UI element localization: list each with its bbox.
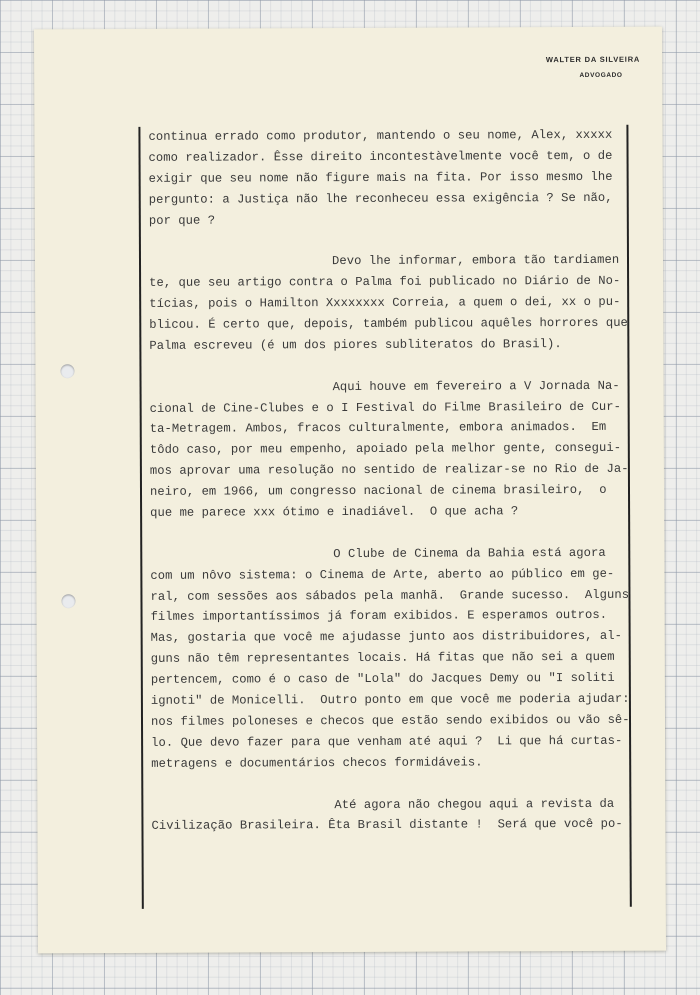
text-line: continua errado como produtor, mantendo o seu nome, Alex, xxxxx: [148, 127, 613, 144]
text-line: Mas, gostaria que você me ajudasse junto aos distribuidores, al-: [150, 629, 622, 646]
letterhead-title: ADVOGADO: [579, 71, 623, 79]
paragraph: [151, 793, 641, 837]
text-line: como realizador. Êsse direito incontestàvelmente você tem, o de: [148, 148, 613, 165]
text-line: nos filmes poloneses e checos que estão sendo exibidos ou vão sê-: [150, 712, 630, 729]
punch-hole: [60, 364, 74, 378]
paragraph-gap: [149, 229, 639, 252]
text-line: metragens e documentários checos formidáveis.: [151, 755, 483, 771]
text-line: Até agora não chegou aqui a revista da: [334, 796, 615, 812]
text-line: exigir que seu nome não figure mais na fita. Por isso mesmo lhe: [148, 169, 613, 186]
text-line: Aqui houve em fevereiro a V Jornada Na-: [332, 378, 620, 394]
text-line: Devo lhe informar, embora tão tardiamen: [331, 253, 620, 269]
text-line: blicou. É certo que, depois, também publicou aquêles horrores que: [149, 315, 628, 332]
punch-hole: [61, 594, 75, 608]
text-line: guns não têm representantes locais. Há fitas que não sei a quem: [150, 650, 615, 667]
text-line: ral, com sessões aos sábados pela manhã. Grande sucesso. Alguns: [150, 587, 630, 604]
paragraph: [150, 375, 641, 523]
letter-sheet: [34, 27, 666, 954]
paragraph-gap: [151, 772, 641, 795]
text-line: tôdo caso, por meu empenho, apoiado pela melhor gente, consegui-: [149, 441, 622, 458]
letterhead: [546, 55, 640, 79]
paragraph: [150, 543, 641, 775]
letterhead-name: WALTER DA SILVEIRA: [545, 54, 641, 65]
text-line: Civilização Brasileira. Êta Brasil distante ! Será que você po-: [151, 817, 623, 834]
text-line: neiro, em 1966, um congresso nacional de cinema brasileiro, o: [149, 483, 607, 500]
text-line: ignoti" de Monicelli. Outro ponto em que você me poderia ajudar:: [150, 691, 630, 708]
text-line: pergunto: a Justiça não lhe reconheceu essa exigência ? Se não,: [148, 190, 613, 207]
text-line: cional de Cine-Clubes e o I Festival do Filme Brasileiro de Cur-: [149, 399, 621, 416]
paragraph-gap: [150, 522, 640, 545]
letter-body: [148, 125, 641, 837]
paragraph: [148, 125, 638, 232]
text-line: filmes importantíssimos já foram exibidos. E esperamos outros.: [150, 608, 608, 625]
text-line: com um nôvo sistema: o Cinema de Arte, aberto ao público em ge-: [150, 566, 615, 583]
text-line: te, que seu artigo contra o Palma foi publicado no Diário de No-: [149, 274, 621, 291]
text-line: pertencem, como é o caso de "Lola" do Jacques Demy ou "I soliti: [150, 671, 615, 688]
text-line: mos aprovar uma resolução no sentido de realizar-se no Rio de Ja-: [149, 462, 629, 479]
text-line: por que ?: [148, 213, 216, 228]
text-line: tícias, pois o Hamilton Xxxxxxxx Correia, a quem o dei, xx o pu-: [149, 294, 621, 311]
text-line: que me parece xxx ótimo e inadiável. O que acha ?: [150, 504, 519, 520]
paragraph: [149, 250, 639, 357]
text-line: lo. Que devo fazer para que venham até aqui ? Li que há curtas-: [151, 733, 623, 750]
text-line: O Clube de Cinema da Bahia está agora: [333, 545, 606, 561]
text-line: Palma escreveu (é um dos piores subliteratos do Brasil).: [149, 336, 562, 353]
paragraph-gap: [149, 355, 639, 378]
left-margin-rule: [138, 127, 143, 909]
text-line: ta-Metragem. Ambos, fracos culturalmente, embora animados. Em: [149, 420, 607, 437]
